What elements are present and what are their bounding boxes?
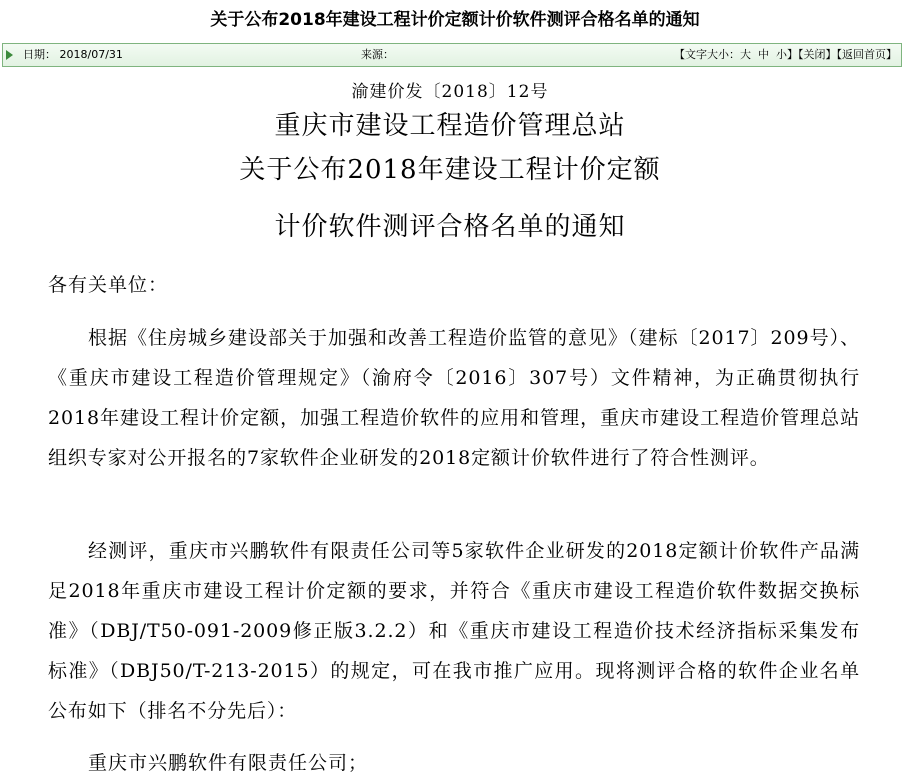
document-heading-line-1: 重庆市建设工程造价管理总站 (274, 111, 626, 141)
source-label: 来源： (361, 48, 394, 61)
date-label: 日期： (23, 48, 56, 61)
font-size-close: 】 (787, 48, 798, 61)
font-medium-link[interactable]: 中 (758, 48, 769, 61)
font-size-label: 【文字大小： (674, 48, 740, 61)
document-heading-line-3: 计价软件测评合格名单的通知 (274, 212, 626, 242)
page-title: 关于公布2018年建设工程计价定额计价软件测评合格名单的通知 (210, 10, 700, 30)
home-link[interactable]: 【返回首页】 (836, 48, 897, 61)
company-list-item-1: 重庆市兴鹏软件有限责任公司； (88, 752, 369, 774)
arrow-icon (6, 50, 13, 60)
source (361, 44, 394, 66)
body-paragraph-1: 根据《住房城乡建设部关于加强和改善工程造价监管的意见》（建标〔2017〕209号）、《重庆市建设工程造价管理规定》（渝府令〔2016〕307号）文件精神，为正确贯彻执行2018年建设工程计价定额，加强工程造价软件的应用和管理，重庆市建设工程造价管理总站组织专家对公开报名的7家软件企业研发的2018定额计价软件进行了符合性测评。 (48, 327, 860, 469)
close-link[interactable]: 【关闭】 (798, 48, 837, 61)
publish-date (23, 44, 123, 66)
font-large-link[interactable]: 大 (740, 48, 751, 61)
body-paragraph-2: 经测评，重庆市兴鹏软件有限责任公司等5家软件企业研发的2018定额计价软件产品满足2018年重庆市建设工程计价定额的要求，并符合《重庆市建设工程造价软件数据交换标准》（DBJ/T50-091-2009修正版3.2.2）和《重庆市建设工程造价技术经济指标采集发布标准》（DBJ50/T-213-2015）的规定，可在我市推广应用。现将测评合格的软件企业名单公布如下（排名不分先后）： (48, 540, 860, 722)
font-small-link[interactable]: 小 (776, 48, 787, 61)
page-controls (674, 44, 897, 66)
document-heading-line-2: 关于公布2018年建设工程计价定额 (239, 155, 661, 185)
salutation: 各有关单位： (48, 274, 169, 296)
document-number: 渝建价发〔2018〕12号 (351, 82, 549, 102)
info-bar (2, 43, 902, 67)
date-value: 2018/07/31 (59, 48, 123, 61)
